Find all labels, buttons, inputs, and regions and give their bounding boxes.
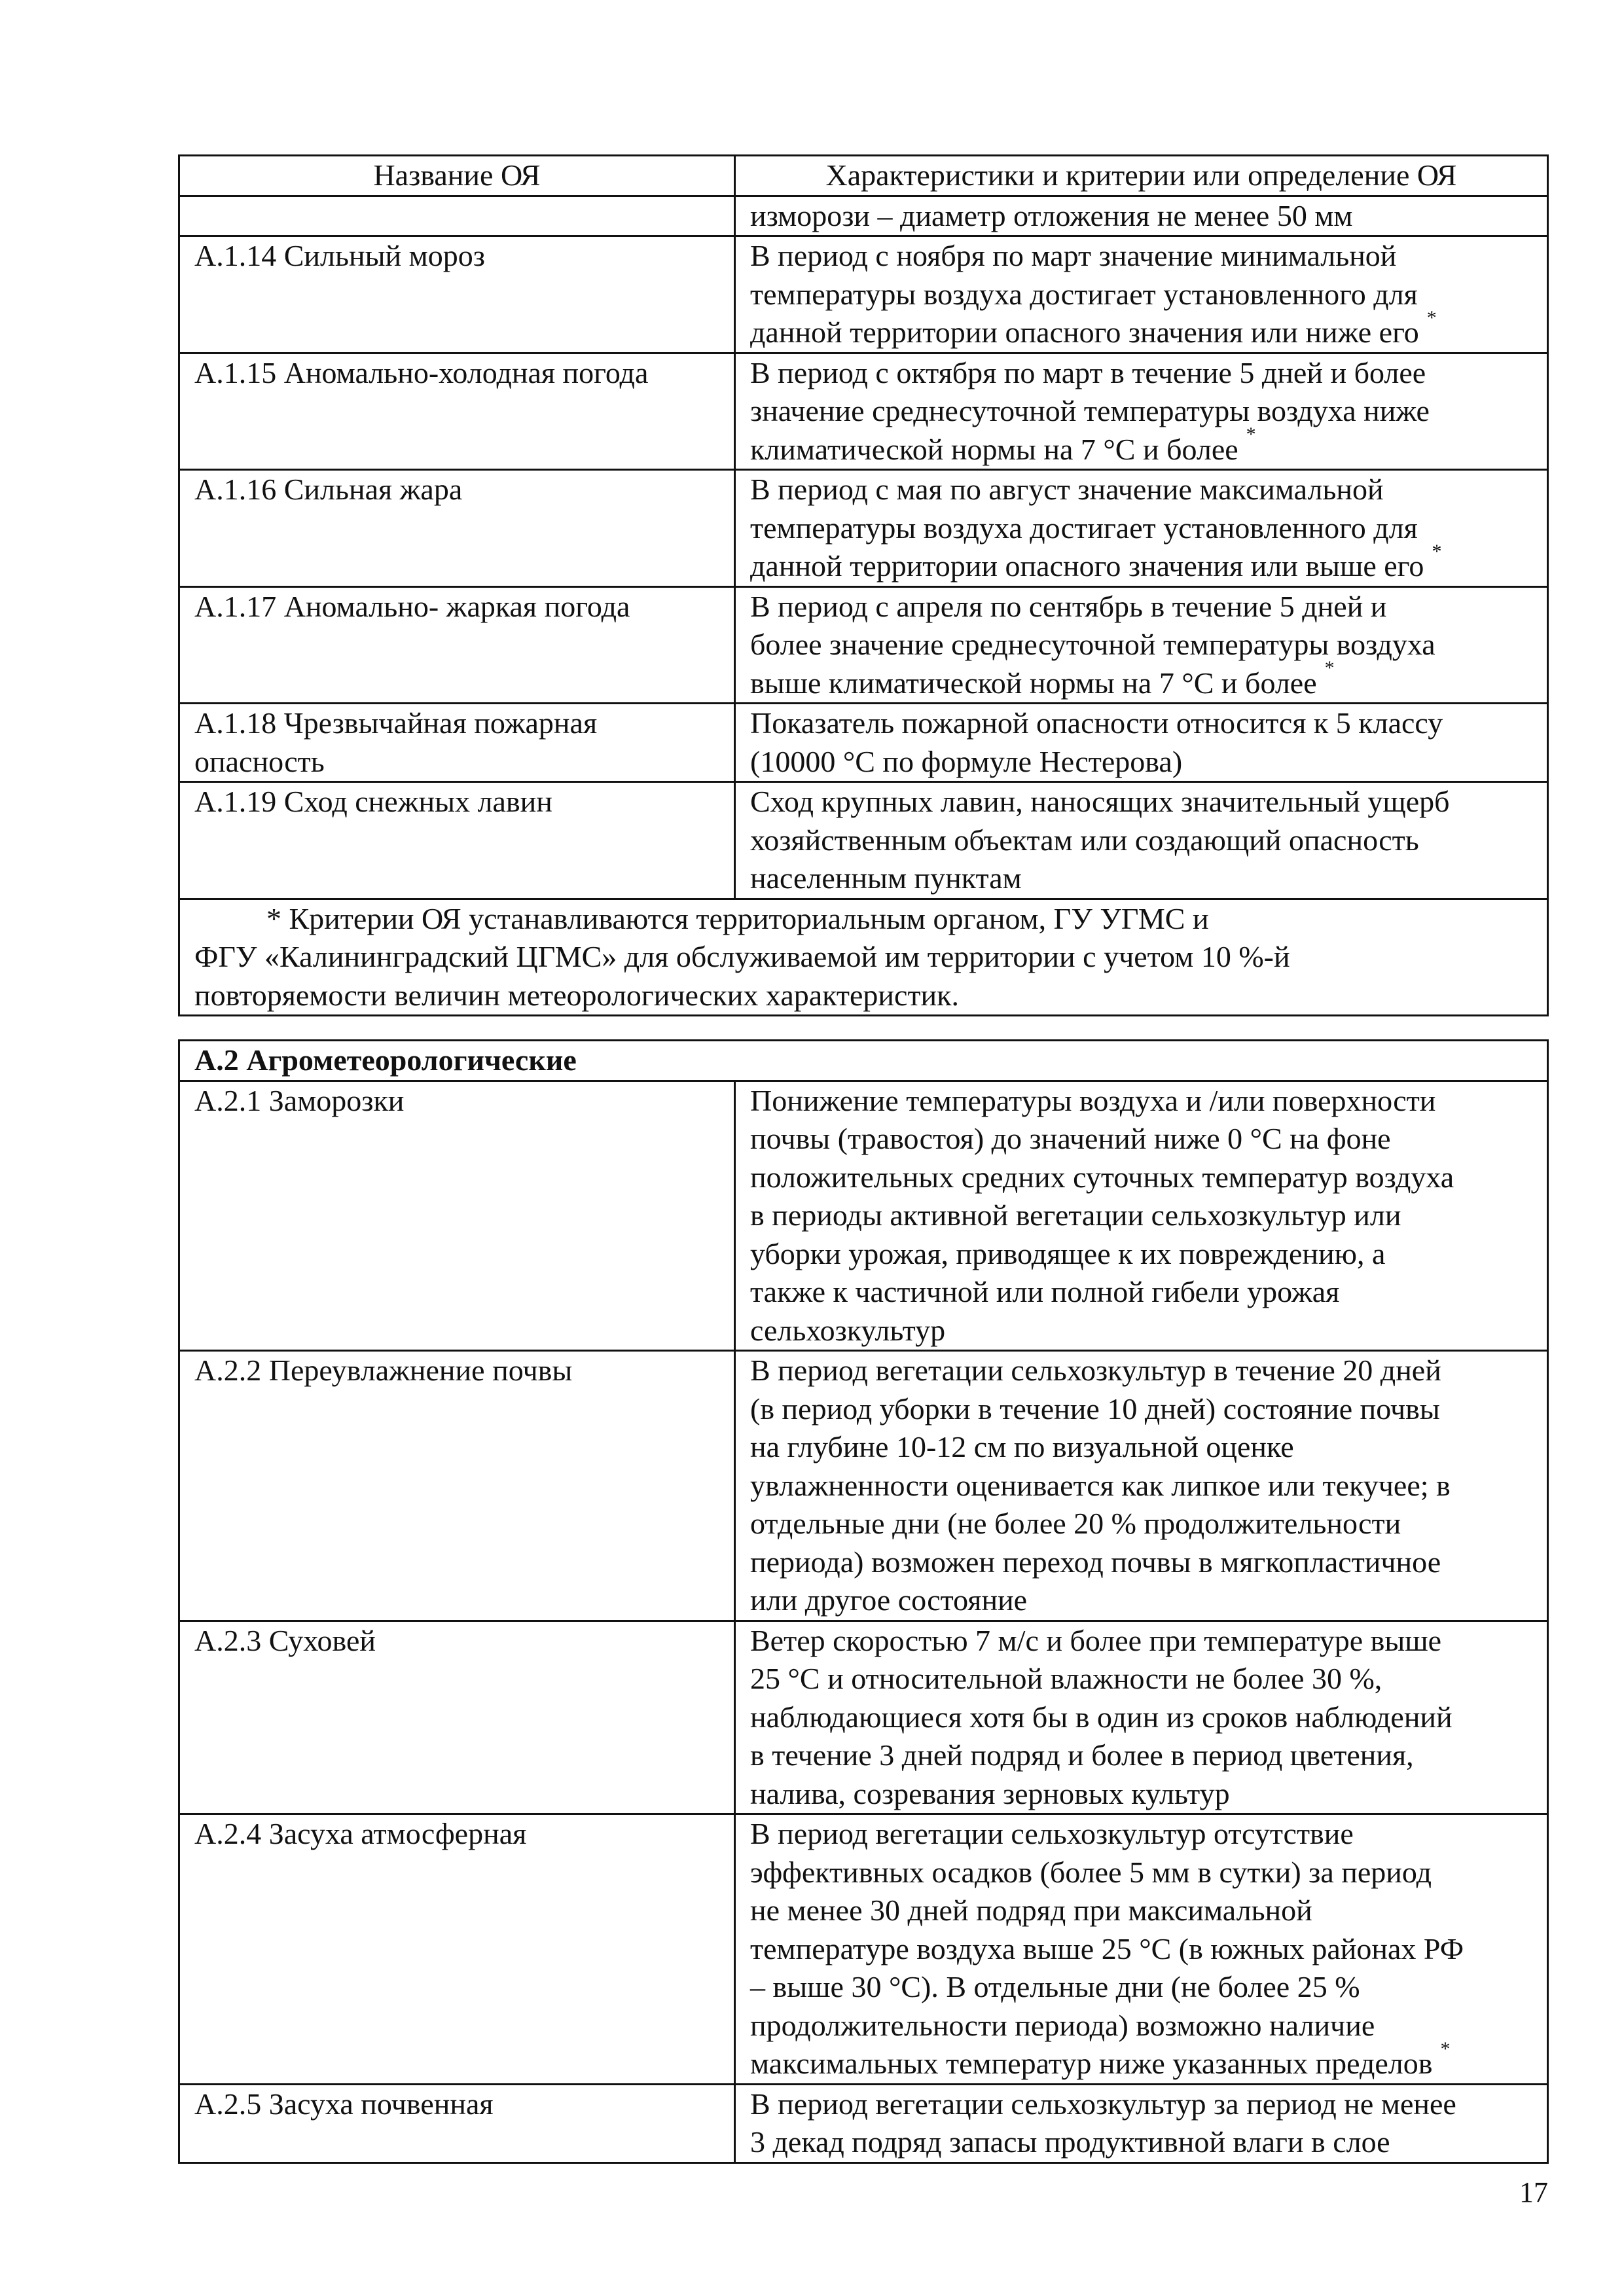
criteria-text: В период с мая по август значение максимальной температуры воздуха достигает установленного для данной территории опасного значения или выше его (750, 473, 1424, 583)
phenomenon-name-cell: А.1.17 Аномально- жаркая погода (179, 586, 735, 704)
criteria-cell (735, 236, 1548, 353)
table-row (179, 704, 1548, 782)
footnote-marker: * (1440, 2037, 1451, 2060)
criteria-cell (735, 353, 1548, 470)
criteria-text: Сход крупных лавин, наносящих значительный ущерб хозяйственным объектам или создающий опасность населенным пунктам (750, 785, 1450, 895)
table-row (179, 586, 1548, 704)
criteria-table-agrometeorological (178, 1039, 1549, 2164)
footnote-marker: * (1324, 657, 1335, 679)
criteria-cell (735, 782, 1548, 899)
phenomenon-name-cell: А.1.15 Аномально-холодная погода (179, 353, 735, 470)
criteria-cell (735, 704, 1548, 782)
criteria-text: Ветер скоростью 7 м/с и более при температуре выше 25 °С и относительной влажности не более 30 %, наблюдающиеся хотя бы в один из сроков наблюдений в течение 3 дней подряд и более в период цветения, налива, созревания зерновых культур (750, 1623, 1453, 1810)
page-number: 17 (1519, 2176, 1548, 2208)
phenomenon-name-cell (179, 196, 735, 236)
criteria-text: В период вегетации сельхозкультур отсутствие эффективных осадков (более 5 мм в сутки) за период не менее 30 дней подряд при максимальной температуре воздуха выше 25 °С (в южных районах РФ – выше 30 °С). В отдельные дни (не более 25 % продолжительности периода) возможно наличие максимальных температур ниже указанных пределов (750, 1817, 1464, 2080)
table-row (179, 1814, 1548, 2085)
table-row (179, 470, 1548, 587)
table-row (179, 1081, 1548, 1351)
phenomenon-name-cell: А.2.2 Переувлажнение почвы (179, 1351, 735, 1621)
criteria-text: В период вегетации сельхозкультур за период не менее 3 декад подряд запасы продуктивной влаги в слое (750, 2087, 1456, 2159)
phenomenon-name-cell: А.2.4 Засуха атмосферная (179, 1814, 735, 2085)
phenomenon-name-cell: А.1.16 Сильная жара (179, 470, 735, 587)
criteria-text: В период с ноября по март значение минимальной температуры воздуха достигает установленного для данной территории опасного значения или ниже его (750, 239, 1419, 349)
footnote-text: * Критерии ОЯ устанавливаются территориальным органом, ГУ УГМС и ФГУ «Калининградский ЦГМС» для обслуживаемой им территории с учетом 10 %-й повторяемости величин метеорологических характеристик. (179, 899, 1548, 1016)
header-criteria-cell: Характеристики и критерии или определение ОЯ (735, 156, 1548, 196)
criteria-cell (735, 1081, 1548, 1351)
phenomenon-name-cell: А.2.5 Засуха почвенная (179, 2084, 735, 2162)
phenomenon-name-cell: А.2.1 Заморозки (179, 1081, 735, 1351)
table-row (179, 1351, 1548, 1621)
criteria-cell (735, 196, 1548, 236)
table-row (179, 196, 1548, 236)
criteria-text: В период с октября по март в течение 5 дней и более значение среднесуточной температуры воздуха ниже климатической нормы на 7 °С и более (750, 355, 1430, 466)
criteria-cell (735, 1621, 1548, 1814)
table-row (179, 236, 1548, 353)
phenomenon-name-cell: А.1.14 Сильный мороз (179, 236, 735, 353)
table-row (179, 353, 1548, 470)
footnote-marker: * (1426, 306, 1437, 329)
criteria-cell (735, 1814, 1548, 2085)
phenomenon-name-cell: А.1.19 Сход снежных лавин (179, 782, 735, 899)
criteria-text: изморози – диаметр отложения не менее 50 мм (750, 198, 1353, 232)
footnote-marker: * (1432, 540, 1442, 562)
criteria-text: В период вегетации сельхозкультур в течение 20 дней (в период уборки в течение 10 дней) состояние почвы на глубине 10-12 см по визуальной оценке увлажненности оценивается как липкое или текучее; в отдельные дни (не более 20 % продолжительности периода) возможен переход почвы в мягкопластичное или другое состояние (750, 1354, 1451, 1617)
footnote-marker: * (1246, 423, 1256, 445)
phenomenon-name-cell: А.2.3 Суховей (179, 1621, 735, 1814)
criteria-text: В период с апреля по сентябрь в течение 5 дней и более значение среднесуточной температуры воздуха выше климатической нормы на 7 °С и более (750, 589, 1435, 700)
section-title: А.2 Агрометеорологические (179, 1041, 1548, 1081)
criteria-text: Понижение температуры воздуха и /или поверхности почвы (травостоя) до значений ниже 0 °С на фоне положительных средних суточных температур воздуха в периоды активной вегетации сельхозкультур или уборки урожая, приводящее к их повреждению, а также к частичной или полной гибели урожая сельхозкультур (750, 1083, 1454, 1347)
header-name-cell: Название ОЯ (179, 156, 735, 196)
table-row (179, 782, 1548, 899)
footnote-row (179, 899, 1548, 1016)
table-header-row (179, 156, 1548, 196)
criteria-text: Показатель пожарной опасности относится к 5 классу (10000 °С по формуле Нестерова) (750, 706, 1443, 778)
criteria-cell (735, 586, 1548, 704)
criteria-table-meteorological (178, 154, 1549, 1016)
phenomenon-name-cell: А.1.18 Чрезвычайная пожарная опасность (179, 704, 735, 782)
criteria-cell (735, 470, 1548, 587)
table-row (179, 1621, 1548, 1814)
table-row (179, 2084, 1548, 2162)
criteria-cell (735, 2084, 1548, 2162)
criteria-cell (735, 1351, 1548, 1621)
section-header-row (179, 1041, 1548, 1081)
